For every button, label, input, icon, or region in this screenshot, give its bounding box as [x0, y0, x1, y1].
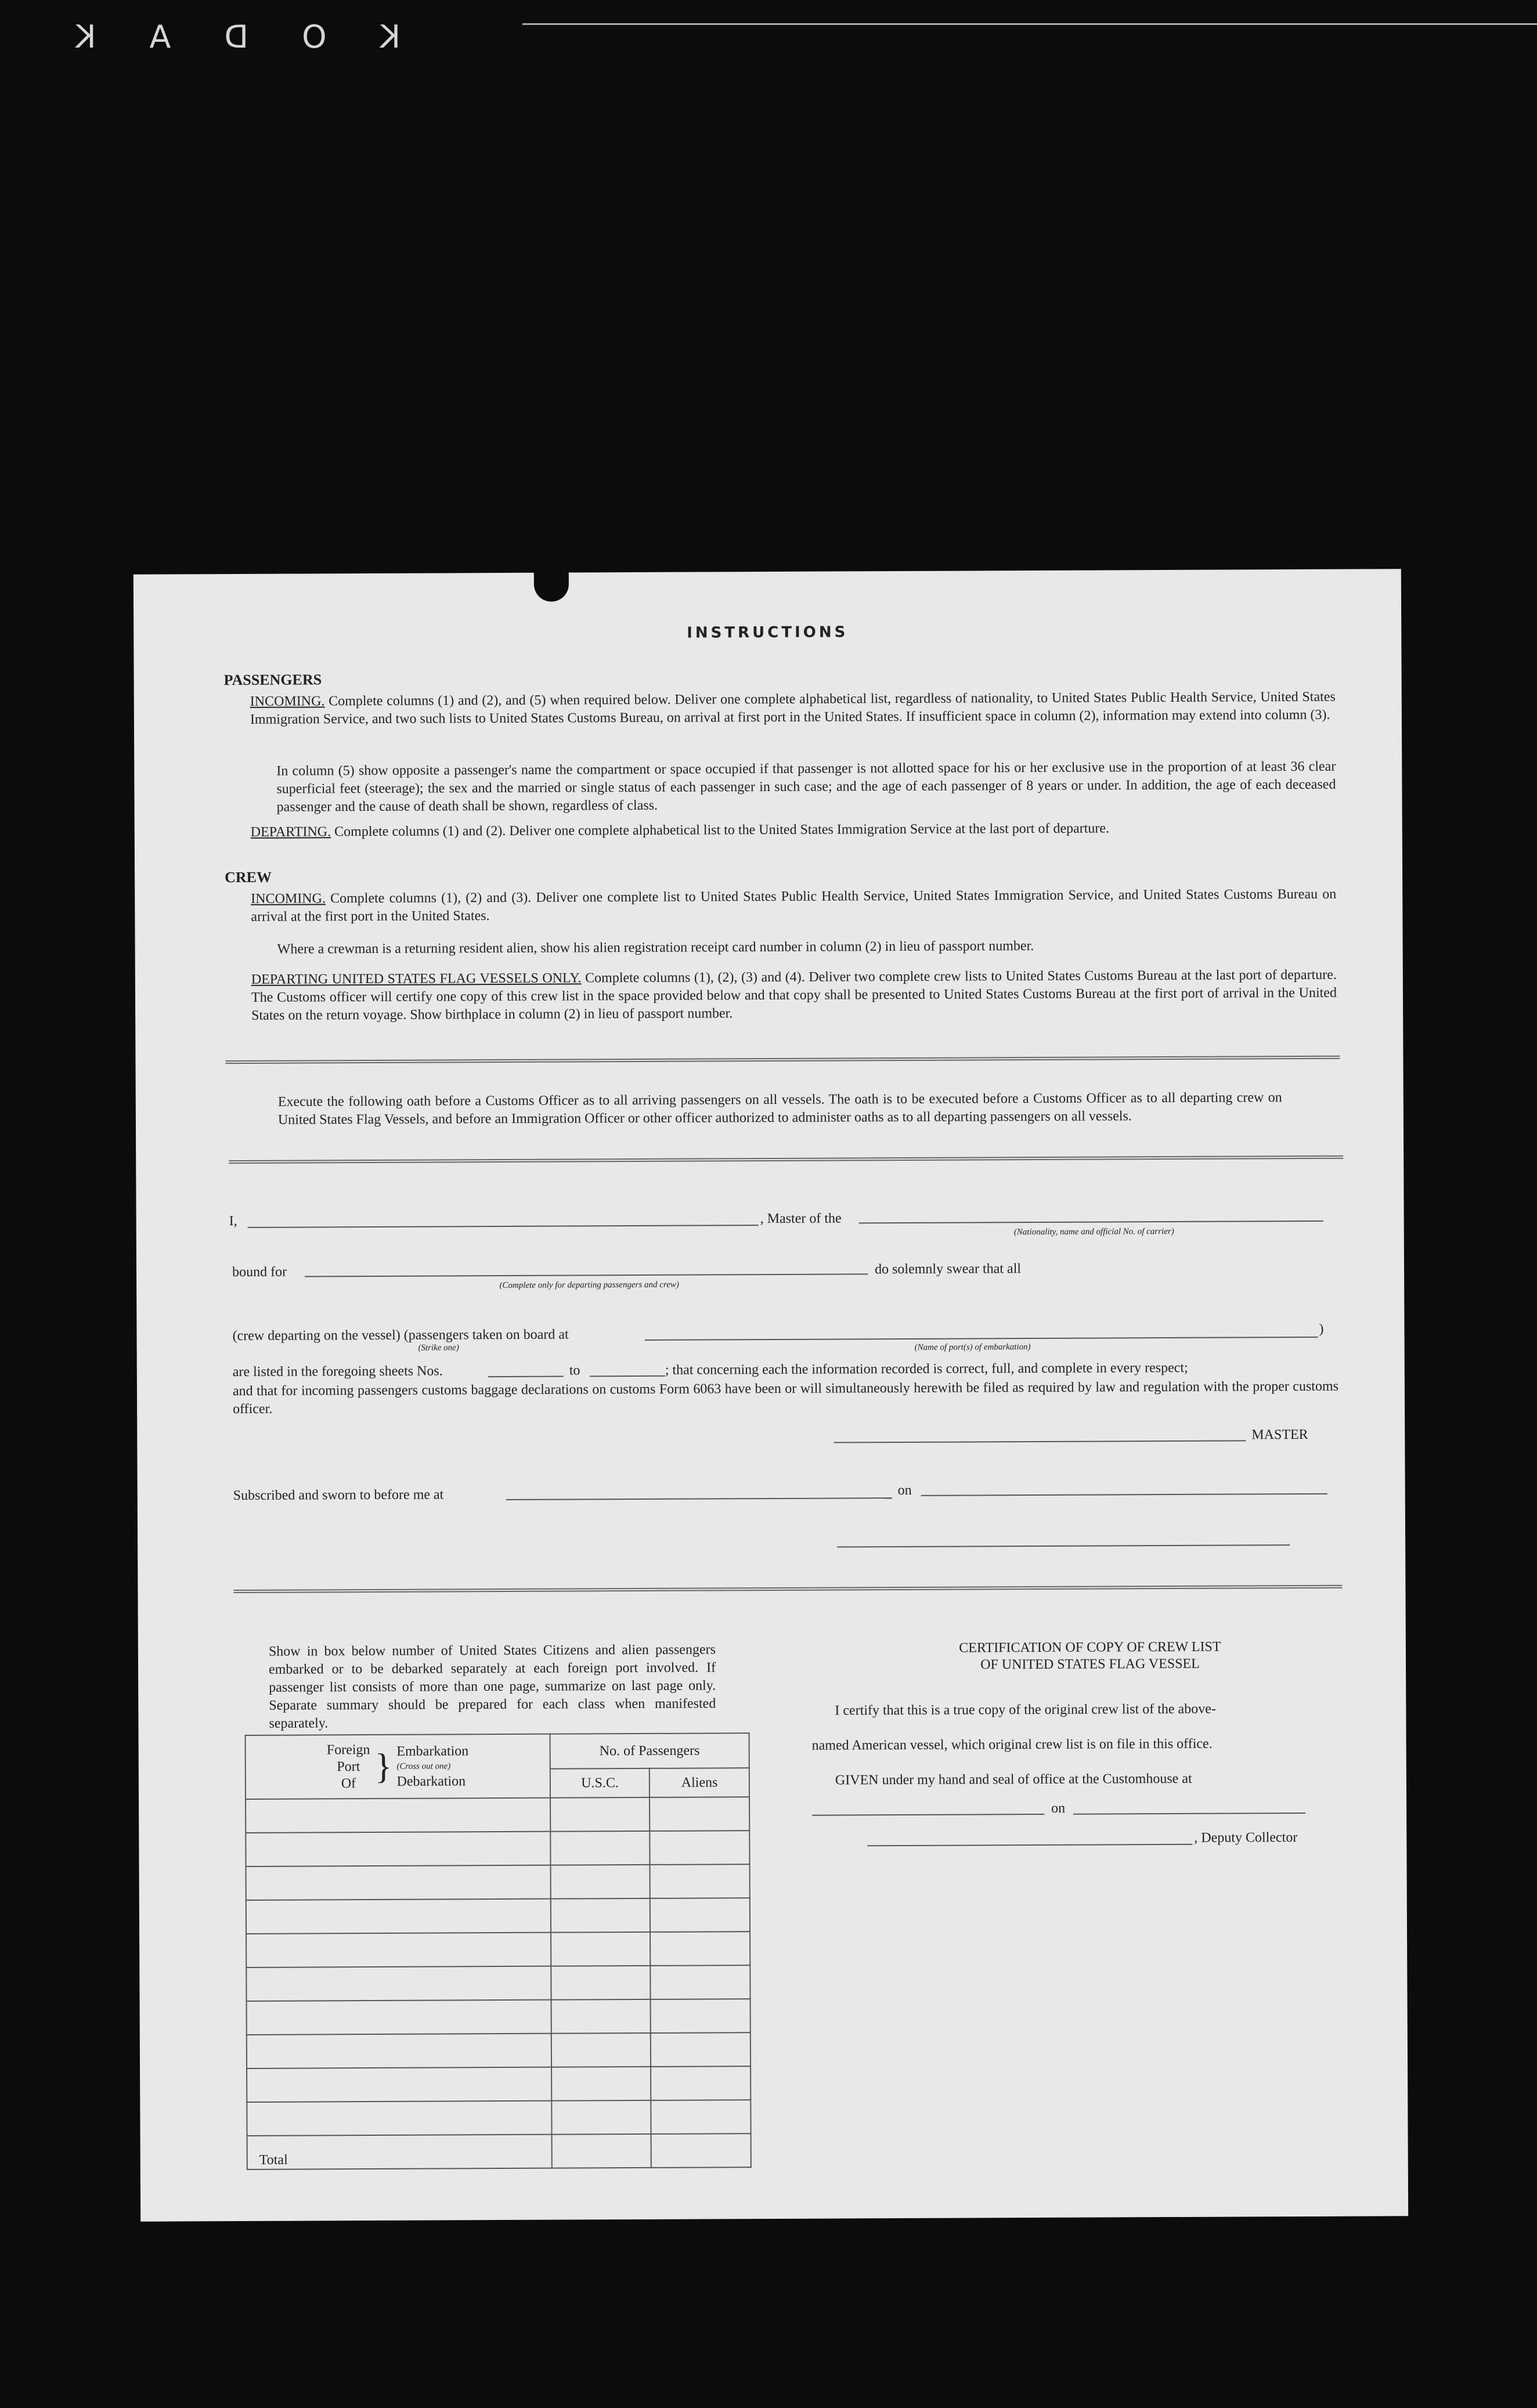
aliens-total-cell[interactable] — [651, 2133, 751, 2168]
given-text: GIVEN under my hand and seal of office at the Customhouse at — [835, 1771, 1192, 1788]
carrier-caption: (Nationality, name and official No. of carrier) — [1013, 1226, 1174, 1237]
table-row — [246, 1932, 750, 1967]
table-row — [246, 1864, 750, 1900]
port-cell[interactable] — [246, 1865, 551, 1900]
table-row — [247, 2032, 751, 2068]
aliens-cell[interactable] — [650, 1864, 750, 1898]
bound-for-caption: (Complete only for departing passengers and crew) — [499, 1280, 679, 1291]
officer-signature-field[interactable] — [837, 1544, 1290, 1547]
subscribed-label: Subscribed and sworn to before me at — [233, 1487, 444, 1504]
listed-in-label: are listed in the foregoing sheets Nos. — [232, 1363, 443, 1380]
divider — [233, 1585, 1342, 1593]
usc-cell[interactable] — [551, 1999, 651, 2034]
crew-departing-text: (crew departing on the vessel) (passengers taken on board at — [232, 1327, 569, 1344]
aliens-header: Aliens — [650, 1768, 749, 1797]
embarkation-caption: (Name of port(s) of embarkation) — [914, 1342, 1031, 1352]
embarkation-label: Embarkation — [396, 1743, 469, 1759]
passengers-departing — [251, 819, 1336, 842]
subscribed-date-field[interactable] — [921, 1493, 1327, 1496]
total-row — [247, 2133, 751, 2169]
baggage-declaration-text: and that for incoming passengers customs baggage declarations on customs Form 6063 have been or will simultaneously herewith be filed as required by law and regulation with the proper customs officer. — [232, 1378, 1338, 1417]
passengers-incoming-label: INCOMING. — [250, 694, 325, 709]
master-signature-field[interactable] — [834, 1440, 1246, 1443]
of-label: Of — [341, 1775, 356, 1791]
oath-instruction: Execute the following oath before a Customs Officer as to all arriving passengers on all vessels. The oath is to be executed before a Customs Officer as to all departing crew on United States Flag Vessels, and before an Immigration Officer or other officer authorized to administer oaths as to all departing passengers on all vessels. — [277, 1090, 1282, 1128]
passengers-incoming-text: Complete columns (1) and (2), and (5) when required below. Deliver one complete alphabetical list, regardless of nationality, to United States Public Health Service, United States Immigration Service, and two such lists to United States Customs Bureau, on arrival at first port in the United States. If insufficient space in column (2), information may extend into column (3). — [250, 689, 1336, 727]
aliens-cell[interactable] — [650, 1831, 750, 1865]
crew-incoming — [251, 886, 1336, 926]
passengers-departing-label: DEPARTING. — [250, 824, 331, 840]
close-paren: ) — [1319, 1321, 1324, 1337]
master-name-field[interactable] — [248, 1225, 759, 1228]
port-cell[interactable] — [246, 1798, 550, 1833]
usc-cell[interactable] — [551, 2033, 651, 2067]
divider — [229, 1156, 1343, 1164]
port-cell[interactable] — [247, 2000, 551, 2035]
table-row — [246, 1898, 750, 1934]
film-letter: K — [75, 18, 96, 55]
port-cell[interactable] — [247, 2101, 551, 2136]
summary-instruction: Show in box below number of United States Citizens and alien passengers embarked or to be debarked separately at each foreign port involved. If passenger list consists of more than one page, summarize on last page only. Separate summary should be prepared for each class when manifested separately. — [268, 1642, 716, 1731]
passengers-column5: In column (5) show opposite a passenger's name the compartment or space occupied if that passenger is not allotted space for his or her exclusive use in the proportion of at least 36 clear superficial feet (steerage); the sex and the married or single status of each passenger in such case; and the age of each passenger of 8 years or under. In addition, the age of each deceased passenger and the cause of death shall be shown, regardless of class. — [276, 759, 1336, 815]
table-row — [246, 1831, 749, 1867]
brace-icon: } — [374, 1746, 392, 1786]
table-row — [247, 2100, 751, 2136]
bound-for-label: bound for — [232, 1264, 287, 1280]
usc-cell[interactable] — [551, 1898, 651, 1933]
passengers-departing-text: Complete columns (1) and (2). Deliver one complete alphabetical list to the United States Immigration Service at the last port of departure. — [334, 821, 1110, 840]
total-label: Total — [247, 2135, 552, 2169]
deputy-collector-signature-field[interactable] — [867, 1844, 1192, 1846]
divider — [225, 1056, 1340, 1064]
crew-resident: Where a crewman is a returning resident alien, show his alien registration receipt card number in column (2) in lieu of passport number. — [277, 938, 1034, 957]
aliens-cell[interactable] — [650, 1898, 750, 1932]
certify-text: I certify that this is a true copy of the original crew list of the above- — [835, 1701, 1216, 1719]
film-letter: O — [302, 18, 327, 55]
subscribed-on-label: on — [897, 1482, 912, 1499]
table-row — [246, 1965, 750, 2001]
document-page — [134, 569, 1408, 2222]
master-of-label: , Master of the — [760, 1211, 842, 1227]
port-cell[interactable] — [247, 2067, 551, 2102]
passengers-incoming — [250, 688, 1336, 729]
strike-one-caption: (Strike one) — [418, 1343, 459, 1353]
usc-cell[interactable] — [551, 1932, 651, 1966]
certification-date-field[interactable] — [1073, 1813, 1305, 1815]
usc-cell[interactable] — [551, 1966, 651, 2000]
crew-incoming-label: INCOMING. — [251, 891, 326, 907]
customhouse-field[interactable] — [812, 1814, 1044, 1816]
aliens-cell[interactable] — [651, 2066, 751, 2100]
page-title: INSTRUCTIONS — [687, 623, 849, 642]
oath-i-label: I, — [229, 1214, 237, 1229]
crew-departing-label: DEPARTING UNITED STATES FLAG VESSELS ONLY. — [251, 970, 582, 987]
film-letter: D — [224, 18, 249, 55]
sheet-to-field[interactable] — [590, 1376, 665, 1377]
usc-cell[interactable] — [551, 2067, 651, 2101]
aliens-cell[interactable] — [651, 2032, 751, 2067]
aliens-cell[interactable] — [650, 1797, 749, 1831]
passenger-summary-table — [245, 1732, 752, 2170]
port-cell[interactable] — [246, 1899, 551, 1934]
cross-out-caption: (Cross out one) — [396, 1761, 451, 1771]
master-label: MASTER — [1251, 1427, 1308, 1443]
aliens-cell[interactable] — [651, 2100, 751, 2134]
foreign-label: Foreign — [326, 1742, 370, 1757]
film-letter: K — [380, 18, 401, 55]
table-row — [246, 1797, 749, 1833]
usc-cell[interactable] — [551, 2100, 651, 2135]
deputy-collector-label: , Deputy Collector — [1194, 1830, 1298, 1846]
port-cell[interactable] — [246, 1832, 550, 1867]
port-label: Port — [337, 1759, 360, 1774]
port-cell[interactable] — [246, 1933, 551, 1967]
subscribed-at-field[interactable] — [506, 1497, 892, 1500]
table-row — [247, 1999, 751, 2035]
certification-heading-line2: OF UNITED STATES FLAG VESSEL — [980, 1656, 1200, 1673]
sheet-from-field[interactable] — [488, 1376, 564, 1378]
port-cell[interactable] — [246, 1966, 551, 2001]
listed-rest: ; that concerning each the information recorded is correct, full, and complete in every respect; — [665, 1360, 1188, 1378]
usc-cell[interactable] — [550, 1831, 650, 1865]
punch-hole — [534, 567, 569, 602]
crew-departing — [251, 966, 1337, 1025]
certification-heading — [887, 1638, 1293, 1674]
film-edge-line — [522, 23, 1537, 25]
aliens-cell[interactable] — [650, 1932, 750, 1966]
no-of-passengers-header: No. of Passengers — [550, 1733, 749, 1768]
usc-cell[interactable] — [550, 1865, 650, 1899]
usc-header: U.S.C. — [550, 1768, 650, 1798]
port-cell[interactable] — [247, 2034, 551, 2068]
debarkation-label: Debarkation — [396, 1774, 466, 1789]
named-vessel-text: named American vessel, which original crew list is on file in this office. — [811, 1736, 1213, 1753]
aliens-cell[interactable] — [651, 1999, 751, 2033]
table-row — [247, 2066, 751, 2102]
film-letter: A — [149, 18, 171, 55]
crew-departing-text: Complete columns (1), (2), (3) and (4). Deliver two complete crew lists to United States Customs Bureau at the last port of departure. The Customs officer will certify one copy of this crew list in the space provided below and that copy shall be presented to United States Customs Bureau at the first port of arrival in the United States on the return voyage. Show birthplace in column (2) in lieu of passport number. — [251, 967, 1337, 1023]
usc-cell[interactable] — [550, 1797, 650, 1832]
passengers-heading: PASSENGERS — [223, 671, 322, 689]
port-header-cell — [246, 1734, 550, 1799]
swear-text: do solemnly swear that all — [874, 1261, 1022, 1277]
usc-total-cell[interactable] — [551, 2134, 651, 2168]
certification-on-label: on — [1051, 1800, 1066, 1816]
crew-heading: CREW — [225, 868, 272, 886]
carrier-field[interactable] — [859, 1221, 1323, 1223]
film-edge-kodak-lettering — [0, 16, 522, 57]
bound-for-field[interactable] — [305, 1273, 868, 1277]
aliens-cell[interactable] — [651, 1965, 751, 1999]
certification-heading-line1: CERTIFICATION OF COPY OF CREW LIST — [959, 1639, 1221, 1656]
port-of-embarkation-field[interactable] — [645, 1337, 1318, 1341]
crew-incoming-text: Complete columns (1), (2) and (3). Deliver one complete list to United States Public Health Service, United States Immigration Service, and United States Customs Bureau on arrival at the first port in the United States. — [251, 886, 1337, 925]
to-label: to — [569, 1363, 580, 1378]
